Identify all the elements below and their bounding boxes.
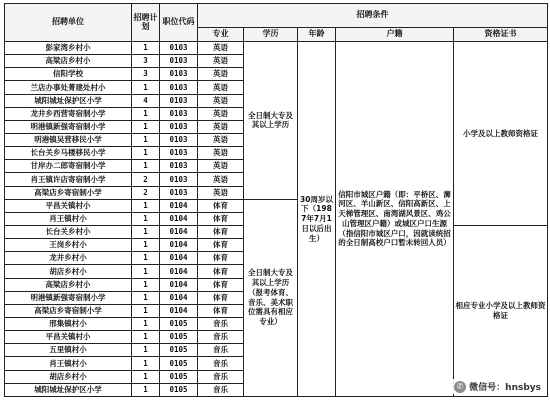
major-cell: 体育 bbox=[198, 304, 244, 317]
code-cell: 0103 bbox=[160, 107, 198, 120]
code-cell: 0103 bbox=[160, 68, 198, 81]
unit-cell: 明港镇新强寄宿制小学 bbox=[5, 291, 132, 304]
plan-cell: 1 bbox=[132, 225, 160, 238]
unit-cell: 高梁店乡寄宿制小学 bbox=[5, 304, 132, 317]
code-cell: 0105 bbox=[160, 331, 198, 344]
header-code: 职位代码 bbox=[160, 4, 198, 42]
code-cell: 0105 bbox=[160, 357, 198, 370]
plan-cell: 1 bbox=[132, 291, 160, 304]
plan-cell: 3 bbox=[132, 55, 160, 68]
unit-cell: 高梁店乡村小 bbox=[5, 55, 132, 68]
plan-cell: 1 bbox=[132, 331, 160, 344]
household-cell: 信阳市城区户籍（即：平桥区、浉河区、羊山新区、信阳高新区、上天梯管理区、南湾湖风景区、鸡公山管理区户籍）或城区户口生源（指信阳市城区户口，因就读统招的全日制高校户口暂未转回人员） bbox=[336, 42, 454, 397]
plan-cell: 1 bbox=[132, 133, 160, 146]
major-cell: 英语 bbox=[198, 107, 244, 120]
code-cell: 0105 bbox=[160, 383, 198, 396]
code-cell: 0103 bbox=[160, 133, 198, 146]
major-cell: 英语 bbox=[198, 42, 244, 55]
major-cell: 体育 bbox=[198, 199, 244, 212]
major-cell: 体育 bbox=[198, 239, 244, 252]
unit-cell: 兰店办事处菁建处村小 bbox=[5, 81, 132, 94]
age-cell: 30周岁以下（1987年7月1日以后出生） bbox=[298, 42, 336, 397]
header-plan: 招聘计划 bbox=[132, 4, 160, 42]
major-cell: 英语 bbox=[198, 120, 244, 133]
unit-cell: 信阳学校 bbox=[5, 68, 132, 81]
major-cell: 体育 bbox=[198, 212, 244, 225]
unit-cell: 长台关乡村小 bbox=[5, 225, 132, 238]
major-cell: 英语 bbox=[198, 94, 244, 107]
plan-cell: 1 bbox=[132, 212, 160, 225]
code-cell: 0104 bbox=[160, 239, 198, 252]
unit-cell: 平昌关镇村小 bbox=[5, 199, 132, 212]
plan-cell: 1 bbox=[132, 120, 160, 133]
table-row bbox=[5, 42, 548, 55]
code-cell: 0103 bbox=[160, 55, 198, 68]
header-major: 专业 bbox=[198, 28, 244, 42]
plan-cell: 1 bbox=[132, 383, 160, 396]
plan-cell: 1 bbox=[132, 370, 160, 383]
code-cell: 0103 bbox=[160, 94, 198, 107]
major-cell: 音乐 bbox=[198, 357, 244, 370]
plan-cell: 4 bbox=[132, 94, 160, 107]
code-cell: 0103 bbox=[160, 120, 198, 133]
code-cell: 0104 bbox=[160, 225, 198, 238]
education-cell: 全日制大专及其以上学历（报考体育、音乐、美术职位需具有相应专业） bbox=[244, 199, 298, 396]
unit-cell: 长台关乡马楼移民小学 bbox=[5, 147, 132, 160]
unit-cell: 胡店乡村小 bbox=[5, 370, 132, 383]
major-cell: 体育 bbox=[198, 278, 244, 291]
wechat-icon: ✆ bbox=[454, 381, 466, 393]
unit-cell: 城阳城址保护区小学 bbox=[5, 94, 132, 107]
unit-cell: 龙井乡西营寄宿制小学 bbox=[5, 107, 132, 120]
header-household: 户籍 bbox=[336, 28, 454, 42]
table-body bbox=[5, 42, 548, 397]
unit-cell: 平昌关镇村小 bbox=[5, 331, 132, 344]
unit-cell: 彭家湾乡村小 bbox=[5, 42, 132, 55]
code-cell: 0103 bbox=[160, 42, 198, 55]
plan-cell: 1 bbox=[132, 252, 160, 265]
code-cell: 0104 bbox=[160, 252, 198, 265]
plan-cell: 1 bbox=[132, 199, 160, 212]
plan-cell: 1 bbox=[132, 147, 160, 160]
major-cell: 音乐 bbox=[198, 383, 244, 396]
major-cell: 体育 bbox=[198, 291, 244, 304]
code-cell: 0105 bbox=[160, 317, 198, 330]
code-cell: 0103 bbox=[160, 173, 198, 186]
unit-cell: 五里镇村小 bbox=[5, 344, 132, 357]
header-age: 年龄 bbox=[298, 28, 336, 42]
header-education: 学历 bbox=[244, 28, 298, 42]
plan-cell: 1 bbox=[132, 160, 160, 173]
plan-cell: 1 bbox=[132, 265, 160, 278]
plan-cell: 1 bbox=[132, 81, 160, 94]
plan-cell: 1 bbox=[132, 239, 160, 252]
code-cell: 0104 bbox=[160, 304, 198, 317]
header-unit: 招聘单位 bbox=[5, 4, 132, 42]
plan-cell: 1 bbox=[132, 317, 160, 330]
major-cell: 英语 bbox=[198, 81, 244, 94]
plan-cell: 3 bbox=[132, 68, 160, 81]
certificate-cell: 小学及以上教师资格证 bbox=[454, 42, 548, 226]
plan-cell: 1 bbox=[132, 107, 160, 120]
major-cell: 音乐 bbox=[198, 344, 244, 357]
unit-cell: 王岗乡村小 bbox=[5, 239, 132, 252]
plan-cell: 1 bbox=[132, 344, 160, 357]
education-cell: 全日制大专及其以上学历 bbox=[244, 42, 298, 200]
unit-cell: 甘岸办二郎寄宿制小学 bbox=[5, 160, 132, 173]
header-conditions: 招聘条件 bbox=[198, 4, 548, 28]
major-cell: 体育 bbox=[198, 265, 244, 278]
major-cell: 音乐 bbox=[198, 317, 244, 330]
major-cell: 音乐 bbox=[198, 331, 244, 344]
major-cell: 英语 bbox=[198, 160, 244, 173]
unit-cell: 高梁店乡寄宿制小学 bbox=[5, 186, 132, 199]
major-cell: 英语 bbox=[198, 173, 244, 186]
code-cell: 0104 bbox=[160, 291, 198, 304]
watermark-text: 微信号：hnsbys bbox=[469, 383, 541, 393]
plan-cell: 2 bbox=[132, 186, 160, 199]
header-certificate: 资格证书 bbox=[454, 28, 548, 42]
unit-cell: 肖王镇村小 bbox=[5, 357, 132, 370]
unit-cell: 明港镇吴营移民小学 bbox=[5, 133, 132, 146]
code-cell: 0103 bbox=[160, 147, 198, 160]
unit-cell: 胡店乡村小 bbox=[5, 265, 132, 278]
major-cell: 英语 bbox=[198, 133, 244, 146]
code-cell: 0104 bbox=[160, 265, 198, 278]
major-cell: 音乐 bbox=[198, 370, 244, 383]
plan-cell: 1 bbox=[132, 304, 160, 317]
code-cell: 0104 bbox=[160, 199, 198, 212]
table-header bbox=[5, 4, 548, 42]
major-cell: 英语 bbox=[198, 68, 244, 81]
code-cell: 0104 bbox=[160, 212, 198, 225]
code-cell: 0105 bbox=[160, 370, 198, 383]
code-cell: 0104 bbox=[160, 278, 198, 291]
plan-cell: 1 bbox=[132, 278, 160, 291]
code-cell: 0103 bbox=[160, 186, 198, 199]
plan-cell: 2 bbox=[132, 173, 160, 186]
unit-cell: 龙井乡村小 bbox=[5, 252, 132, 265]
recruitment-table bbox=[4, 3, 548, 397]
unit-cell: 邢集镇村小 bbox=[5, 317, 132, 330]
code-cell: 0103 bbox=[160, 81, 198, 94]
wechat-watermark bbox=[451, 379, 544, 394]
major-cell: 英语 bbox=[198, 55, 244, 68]
unit-cell: 明港镇新强寄宿制小学 bbox=[5, 120, 132, 133]
unit-cell: 肖王镇许店寄宿制小学 bbox=[5, 173, 132, 186]
unit-cell: 高梁店乡村小 bbox=[5, 278, 132, 291]
major-cell: 体育 bbox=[198, 225, 244, 238]
code-cell: 0103 bbox=[160, 160, 198, 173]
major-cell: 英语 bbox=[198, 186, 244, 199]
plan-cell: 1 bbox=[132, 42, 160, 55]
unit-cell: 城阳城址保护区小学 bbox=[5, 383, 132, 396]
plan-cell: 1 bbox=[132, 357, 160, 370]
code-cell: 0105 bbox=[160, 344, 198, 357]
major-cell: 英语 bbox=[198, 147, 244, 160]
unit-cell: 肖王镇村小 bbox=[5, 212, 132, 225]
certificate-cell: 相应专业小学及以上教师资格证 bbox=[454, 225, 548, 396]
major-cell: 体育 bbox=[198, 252, 244, 265]
